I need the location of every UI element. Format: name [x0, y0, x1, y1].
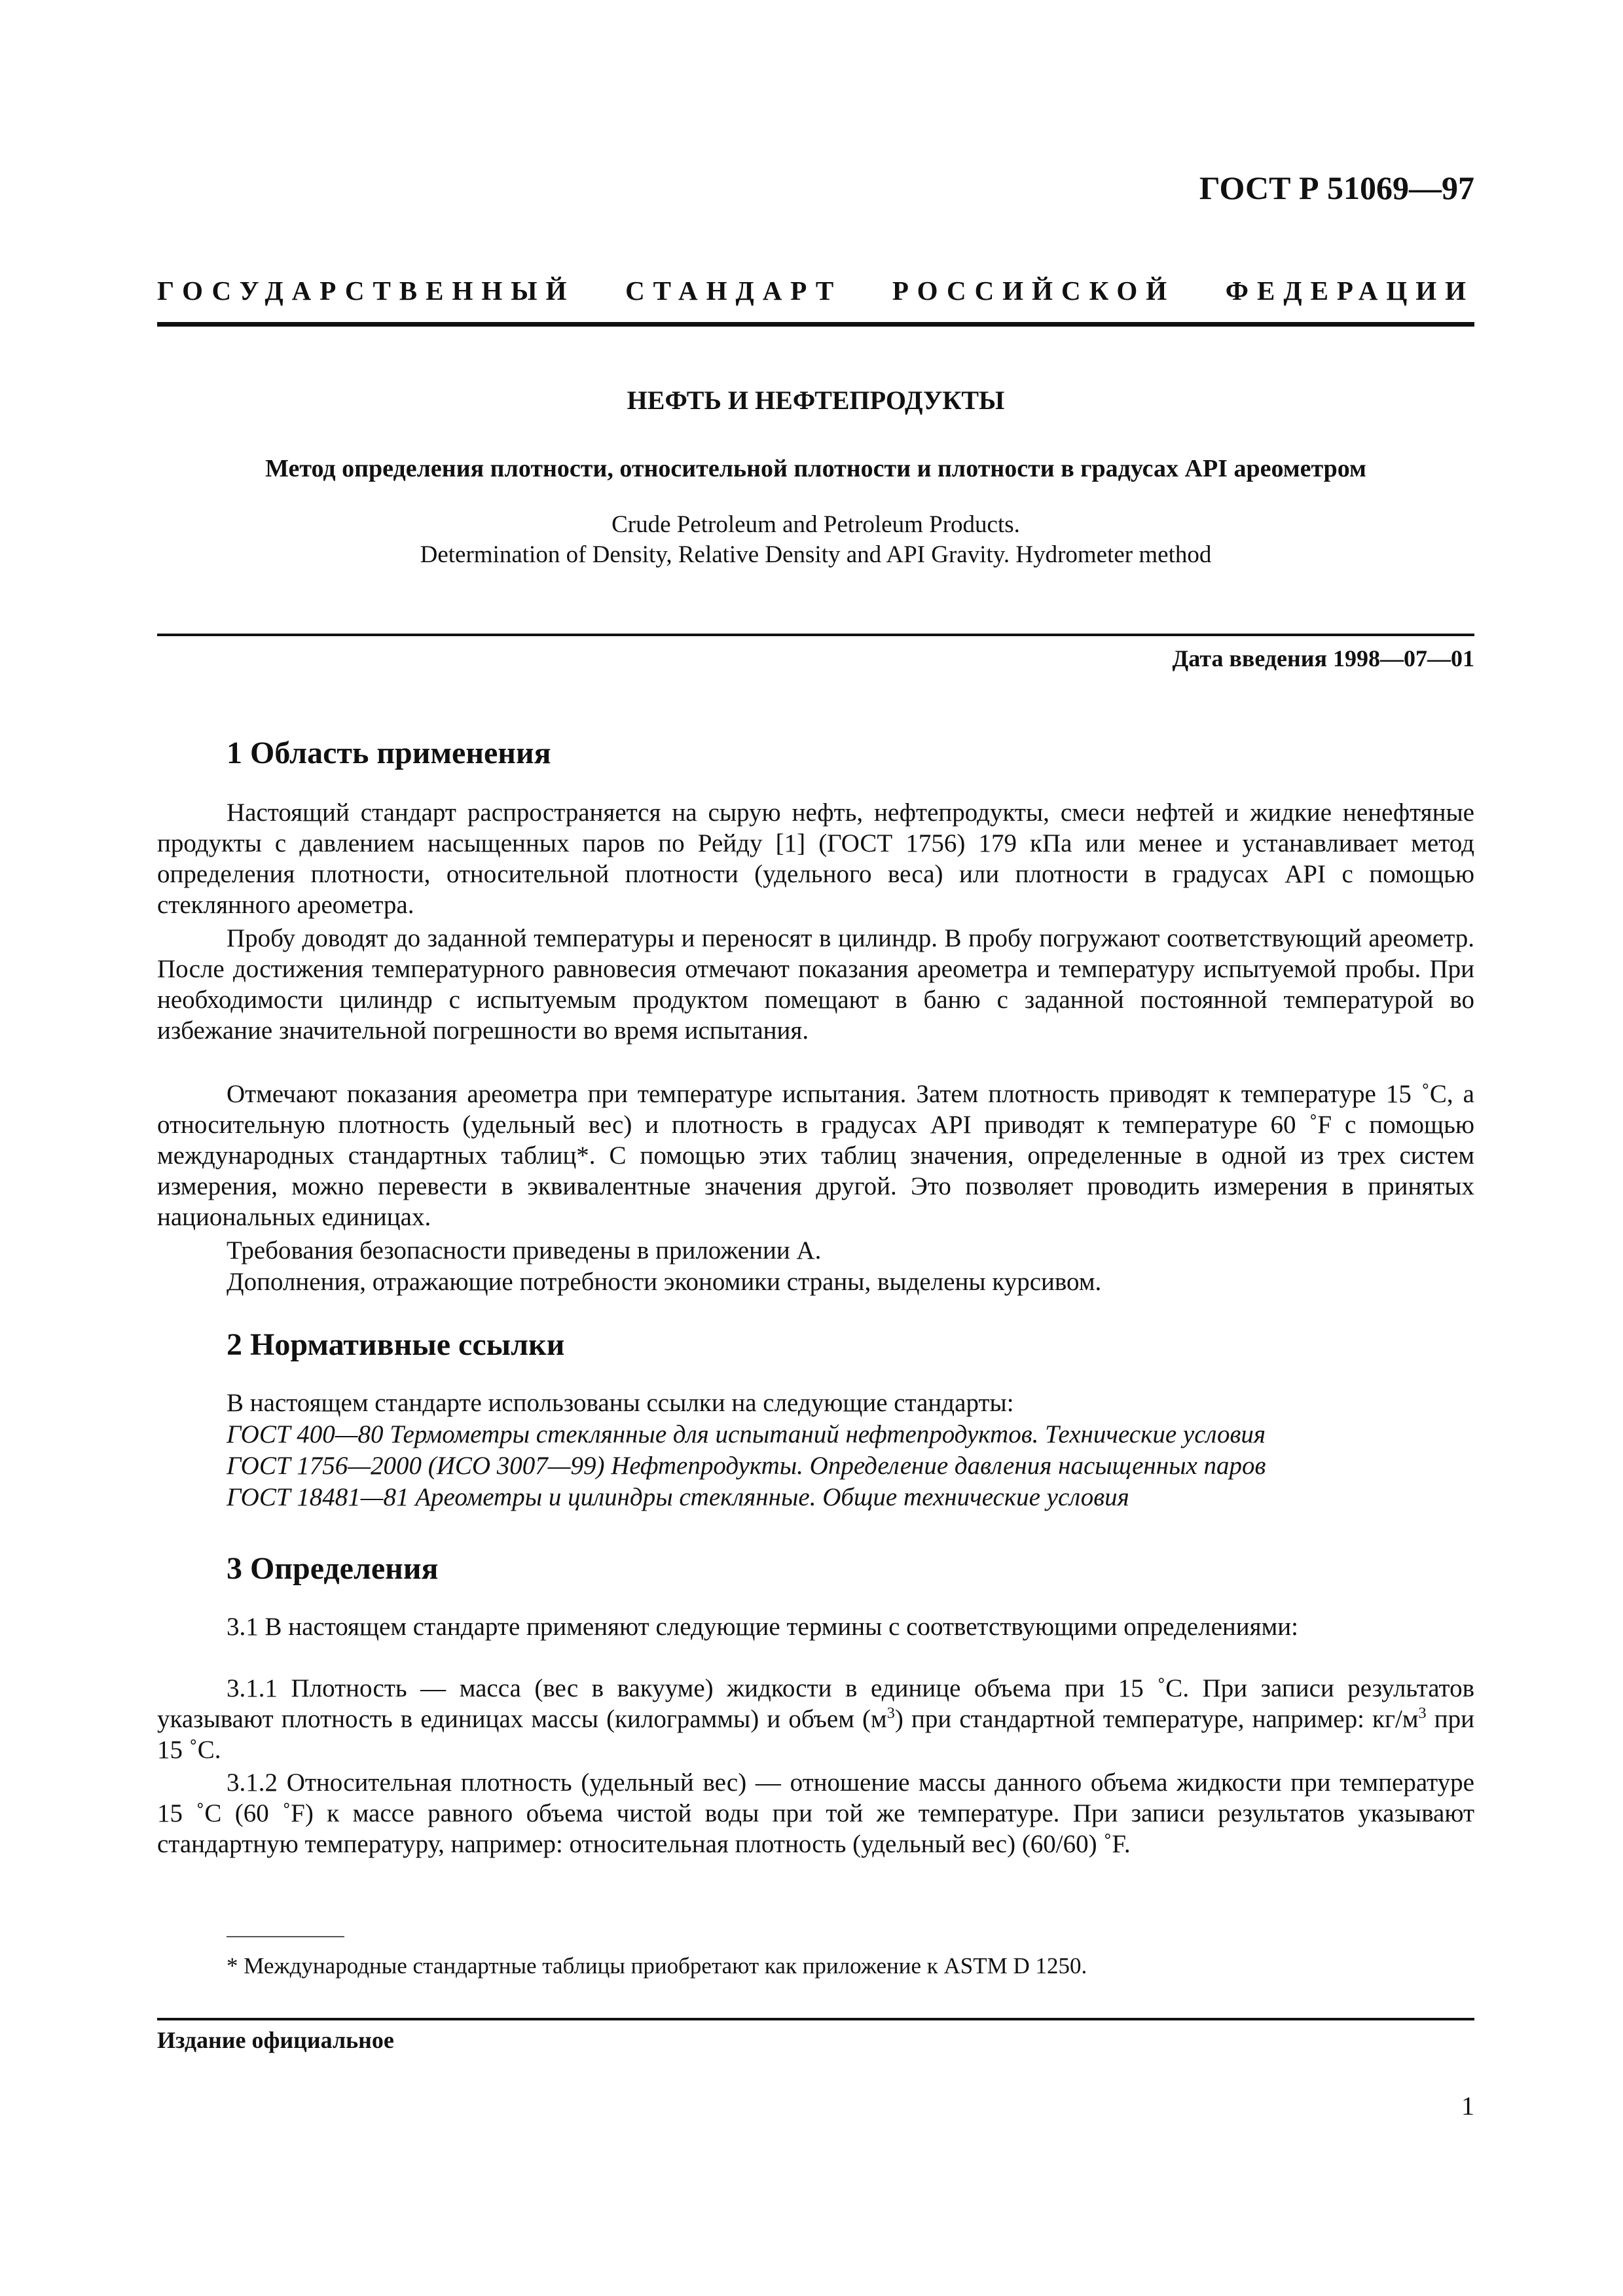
reference-item: ГОСТ 400—80 Термометры стеклянные для испытаний нефтепродуктов. Технические условия: [227, 1420, 1266, 1448]
section-1-paragraph: Требования безопасности приведены в приложении А.: [227, 1236, 822, 1265]
section-1-paragraph: Отмечают показания ареометра при температуре испытания. Затем плотность приводят к температуре 15 ˚С, а относительную плотность (удельный вес) и плотность в градусах API приводят к температуре 60 ˚F с помощью международных стандартных таблиц*. С помощью этих таблиц значения, определенные в одной из трех систем измерения, можно перевести в эквивалентные значения другой. Это позволяет проводить измерения в принятых национальных единицах.: [157, 1080, 1474, 1231]
state-standard-banner: ГОСУДАРСТВЕННЫЙ СТАНДАРТ РОССИЙСКОЙ ФЕДЕРАЦИИ: [157, 276, 1474, 306]
introduction-date: Дата введения 1998—07—01: [1172, 645, 1474, 672]
definition-density: [157, 1673, 1474, 1765]
reference-item: ГОСТ 1756—2000 (ИСО 3007—99) Нефтепродукты. Определение давления насыщенных паров: [227, 1452, 1266, 1480]
title-divider: [157, 634, 1474, 636]
section-1-paragraph: Дополнения, отражающие потребности экономики страны, выделены курсивом.: [227, 1268, 1102, 1296]
edition-label: Издание официальное: [157, 2027, 394, 2053]
definition-text: при 15 ˚С.: [157, 1705, 1474, 1764]
header-divider: [157, 322, 1474, 327]
reference-item: ГОСТ 18481—81 Ареометры и цилиндры стеклянные. Общие технические условия: [227, 1483, 1129, 1511]
section-2-heading: 2 Нормативные ссылки: [227, 1327, 565, 1362]
definition-paragraph: 3.1 В настоящем стандарте применяют следующие термины с соответствующими определениями:: [227, 1613, 1298, 1641]
footer-divider: [157, 2018, 1474, 2020]
section-1-paragraph: Пробу доводят до заданной температуры и переносят в цилиндр. В пробу погружают соответствующий ареометр. После достижения температурного равновесия отмечают показания ареометра и температуру испытуемой пробы. При необходимости цилиндр с испытуемым продуктом помещают в баню с заданной постоянной температурой во избежание значительной погрешности во время испытания.: [157, 924, 1474, 1045]
section-1-paragraph: Настоящий стандарт распространяется на сырую нефть, нефтепродукты, смеси нефтей и жидкие ненефтяные продукты с давлением насыщенных паров по Рейду [1] (ГОСТ 1756) 179 кПа или менее и устанавливает метод определения плотности, относительной плотности (удельного веса) или плотности в градусах API с помощью стеклянного ареометра.: [157, 798, 1474, 919]
english-title-line-1: Crude Petroleum and Petroleum Products.: [611, 511, 1020, 538]
document-number: ГОСТ Р 51069—97: [1199, 170, 1474, 206]
footnote-divider: [227, 1936, 344, 1937]
superscript: 3: [1418, 1704, 1427, 1722]
definition-relative-density: 3.1.2 Относительная плотность (удельный вес) — отношение массы данного объема жидкости при температуре 15 ˚С (60 ˚F) к массе равного объема чистой воды при той же температуре. При записи результатов указывают стандартную температуру, например: относительная плотность (удельный вес) (60/60) ˚F.: [157, 1768, 1474, 1858]
footnote: * Международные стандартные таблицы приобретают как приложение к ASTM D 1250.: [227, 1953, 1087, 1979]
section-2-intro: В настоящем стандарте использованы ссылки на следующие стандарты:: [227, 1389, 1014, 1417]
page-number: 1: [1461, 2091, 1474, 2121]
section-1-heading: 1 Область применения: [227, 736, 551, 770]
english-title-line-2: Determination of Density, Relative Density and API Gravity. Hydrometer method: [420, 541, 1212, 568]
section-3-heading: 3 Определения: [227, 1551, 439, 1586]
superscript: 3: [886, 1704, 895, 1722]
document-title: НЕФТЬ И НЕФТЕПРОДУКТЫ: [627, 386, 1005, 415]
document-subtitle: Метод определения плотности, относительной плотности и плотности в градусах API ареометром: [265, 455, 1366, 482]
definition-text: ) при стандартной температуре, например: кг/м: [894, 1705, 1419, 1733]
definition-text: 3.1.1 Плотность — масса (вес в вакууме) жидкости в единице объема при 15 ˚С. При записи результатов указывают плотность в единицах массы (килограммы) и объем (м: [157, 1674, 1474, 1733]
